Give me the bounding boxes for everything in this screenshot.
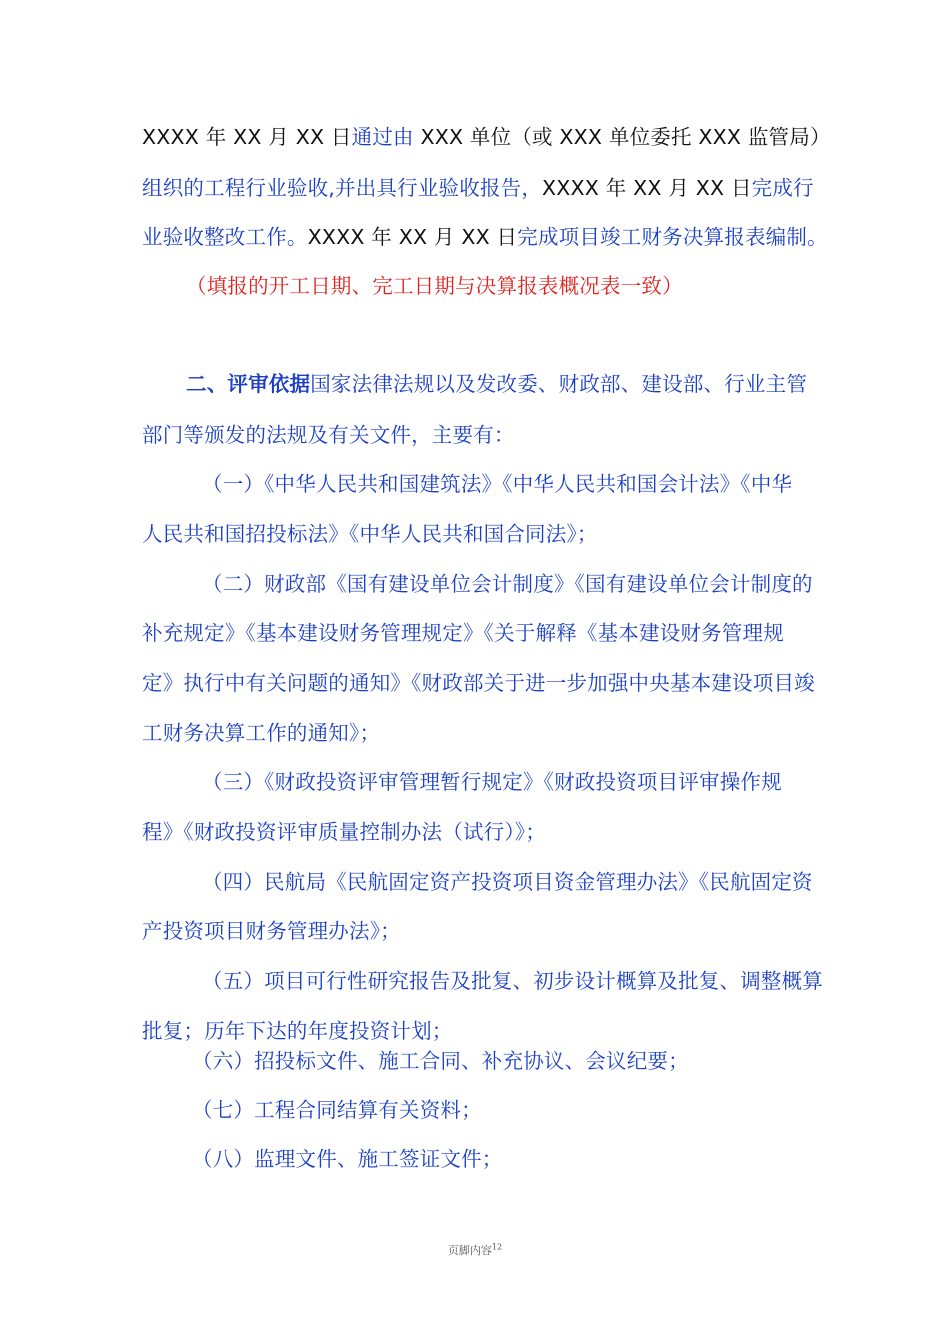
heading-title: 评审依据 <box>227 372 311 396</box>
page-number: 12 <box>491 1242 503 1252</box>
item6: （六）招投标文件、施工合同、补充协议、会议纪要； <box>192 1049 689 1073</box>
item7: （七）工程合同结算有关资料； <box>192 1098 482 1122</box>
item5-line1: （五）项目可行性研究报告及批复、初步设计概算及批复、调整概算 <box>202 969 823 993</box>
fill-note: （填报的开工日期、完工日期与决算报表概况表一致） <box>186 274 683 298</box>
heading-rest: 国家法律法规以及发改委、财政部、建设部、行业主管 <box>310 372 808 396</box>
heading-number: 二、 <box>186 372 228 396</box>
highlight-text: 通过由 <box>351 125 414 149</box>
date-text: XXXX 年 XX 月 XX 日 <box>142 125 352 149</box>
para1-line1 <box>142 124 831 150</box>
item4-line2: 产投资项目财务管理办法》； <box>142 919 401 943</box>
para1-line2 <box>142 175 814 201</box>
highlight-text: 完成项目竣工财务决算报表编制。 <box>517 225 828 249</box>
highlight-text: 完成行 <box>751 176 814 200</box>
highlight-text: 业验收整改工作。 <box>142 225 308 249</box>
date-text: XXXX 年 XX 月 XX 日 <box>307 225 518 249</box>
para1-line3 <box>142 224 828 250</box>
section2-line2: 部门等颁发的法规及有关文件，主要有： <box>142 423 515 447</box>
footer-text: 页脚内容 <box>447 1244 492 1257</box>
item2-line4: 工财务决算工作的通知》； <box>142 721 381 745</box>
item2-line2: 补充规定》《基本建设财务管理规定》《关于解释《基本建设财务管理规 <box>142 621 784 645</box>
item1-line2: 人民共和国招投标法》《中华人民共和国合同法》； <box>142 522 598 546</box>
item5-line2: 批复；历年下达的年度投资计划； <box>142 1019 453 1043</box>
section2-heading <box>186 371 807 397</box>
item3-line2: 程》《财政投资评审质量控制办法（试行）》； <box>142 820 546 844</box>
item4-line1: （四）民航局《民航固定资产投资项目资金管理办法》《民航固定资 <box>202 870 813 894</box>
item3-line1: （三）《财政投资评审管理暂行规定》《财政投资项目评审操作规 <box>202 770 782 794</box>
highlight-text: 组织的工程行业验收,并出具行业验收报告， <box>142 176 543 200</box>
item8: （八）监理文件、施工签证文件； <box>192 1147 503 1171</box>
item2-line1: （二）财政部《国有建设单位会计制度》《国有建设单位会计制度的 <box>202 572 813 596</box>
page-footer <box>0 1242 950 1258</box>
item2-line3: 定》执行中有关问题的通知》《财政部关于进一步加强中央基本建设项目竣 <box>142 671 815 695</box>
date-text: XXXX 年 XX 月 XX 日 <box>542 176 752 200</box>
unit-text: XXX 单位（或 XXX 单位委托 XXX 监管局） <box>413 125 831 149</box>
item1-line1: （一）《中华人民共和国建筑法》《中华人民共和国会计法》《中华 <box>202 472 793 496</box>
